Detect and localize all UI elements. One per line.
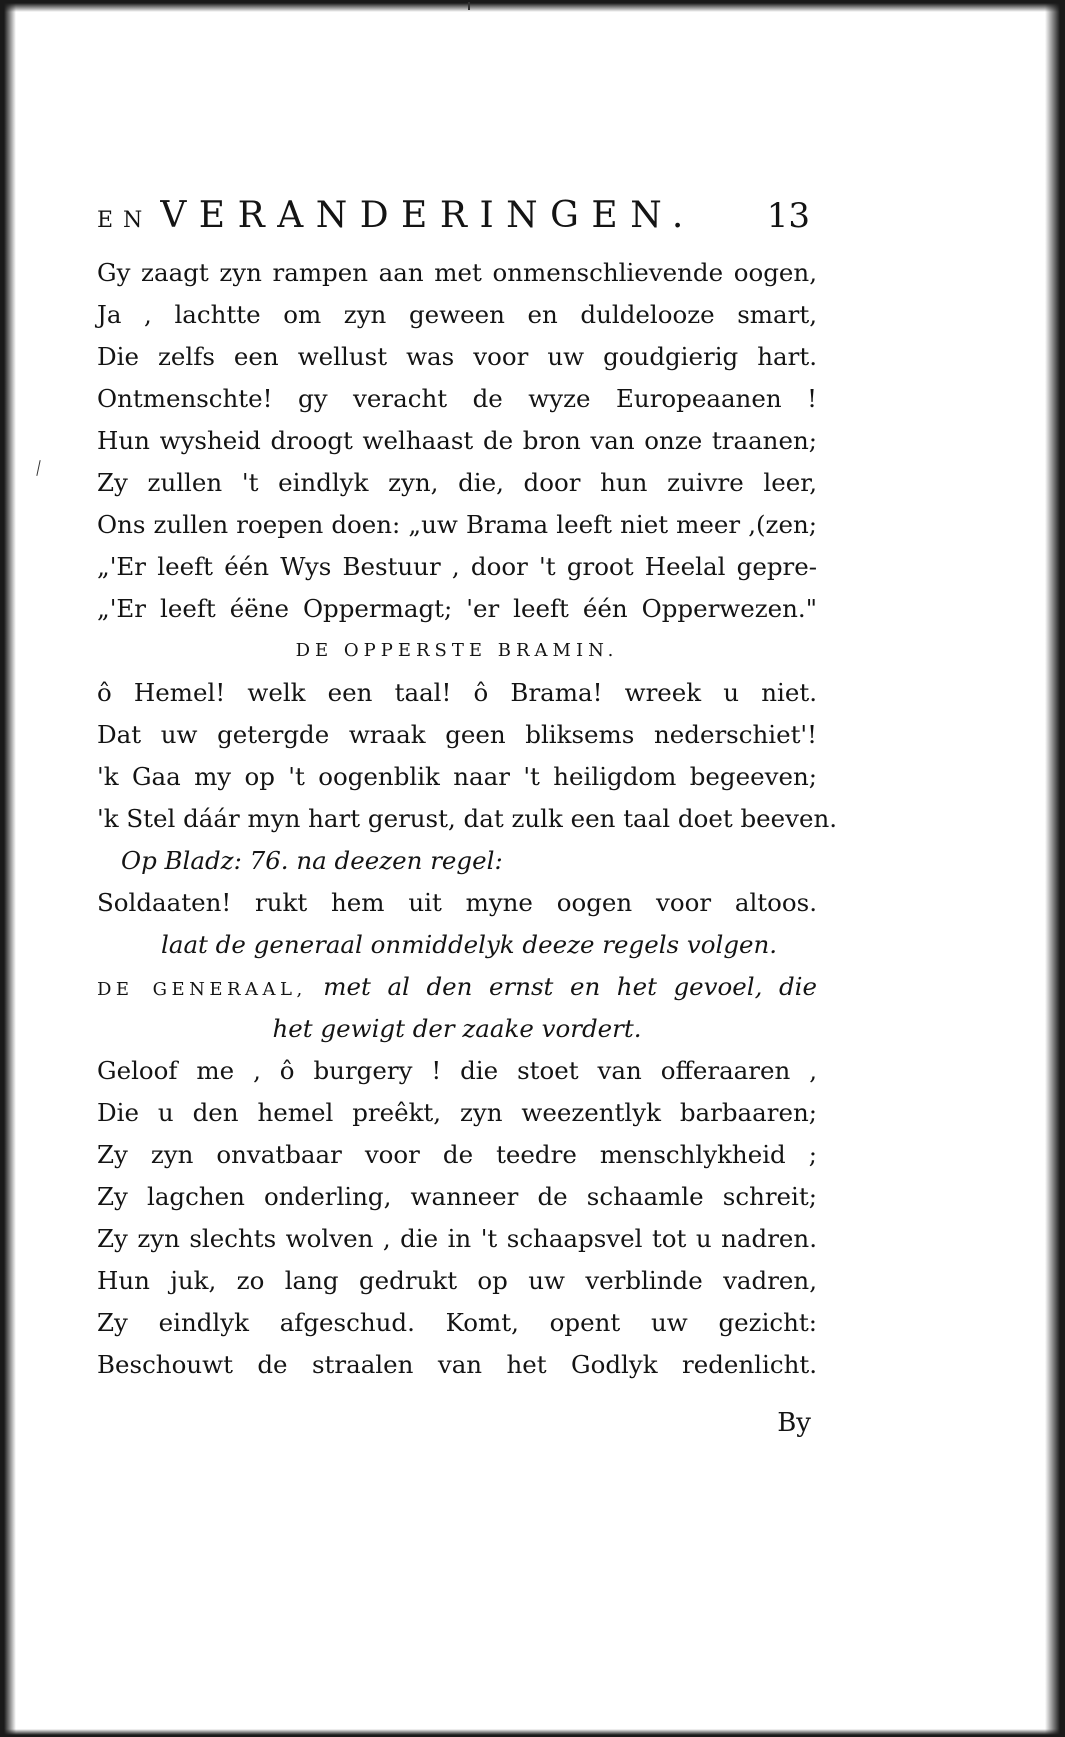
- verse-line: Hun wysheid droogt welhaast de bron van onze traanen;: [97, 426, 817, 455]
- verse-line: Ontmenschte! gy veracht de wyze Europeaanen !: [97, 384, 817, 413]
- scan-edge-bottom: [0, 1729, 1065, 1737]
- poem-text: [97, 252, 838, 1386]
- verse-line: „'Er leeft éëne Oppermagt; 'er leeft één Opperwezen.": [97, 594, 817, 623]
- catchword: By: [777, 1408, 811, 1438]
- verse-line: Zy zyn onvatbaar voor de teedre menschlykheid ;: [97, 1140, 817, 1169]
- verse-line: Zy zullen 't eindlyk zyn, die, door hun zuivre leer,: [97, 468, 817, 497]
- running-header: [97, 196, 810, 236]
- speaker-heading: DE OPPERSTE BRAMIN.: [295, 640, 619, 661]
- verse-line: Zy lagchen onderling, wanneer de schaamle schreit;: [97, 1182, 817, 1211]
- scan-edge-left: [0, 0, 16, 1737]
- running-head-prefix: EN: [97, 208, 153, 233]
- verse-line: Die zelfs een wellust was voor uw goudgierig hart.: [97, 342, 817, 371]
- page-number: 13: [766, 196, 810, 236]
- speaker-line: [97, 966, 817, 1008]
- verse-line: 'k Gaa my op 't oogenblik naar 't heiligdom begeeven;: [97, 762, 817, 791]
- verse-line: Soldaaten! rukt hem uit myne oogen voor altoos.: [97, 888, 817, 917]
- verse-line: Ons zullen roepen doen: „uw Brama leeft niet meer ,(zen;: [97, 510, 817, 539]
- verse-line: Gy zaagt zyn rampen aan met onmenschlievende oogen,: [97, 258, 817, 287]
- verse-line: ô Hemel! welk een taal! ô Brama! wreek u niet.: [97, 678, 817, 707]
- verse-line: Beschouwt de straalen van het Godlyk redenlicht.: [97, 1350, 817, 1379]
- verse-line: Hun juk, zo lang gedrukt op uw verblinde vadren,: [97, 1266, 817, 1295]
- verse-line: Zy eindlyk afgeschud. Komt, opent uw gezicht:: [97, 1308, 817, 1337]
- editorial-note: Op Bladz: 76. na deezen regel:: [121, 846, 503, 875]
- verse-line: „'Er leeft één Wys Bestuur , door 't groot Heelal gepre-: [97, 552, 817, 581]
- running-head: [97, 196, 696, 241]
- verse-line: Geloof me , ô burgery ! die stoet van offeraaren ,: [97, 1056, 817, 1085]
- stage-direction: laat de generaal onmiddelyk deeze regels volgen.: [161, 930, 778, 959]
- scan-edge-top: [0, 0, 1065, 12]
- verse-line: Die u den hemel preêkt, zyn weezentlyk barbaaren;: [97, 1098, 817, 1127]
- scan-mark: [468, 2, 470, 10]
- stage-direction-continued: het gewigt der zaake vordert.: [272, 1014, 642, 1043]
- verse-line: 'k Stel dáár myn hart gerust, dat zulk een taal doet beeven.: [97, 804, 838, 833]
- verse-line: Ja , lachtte om zyn geween en duldelooze smart,: [97, 300, 817, 329]
- stage-direction: met al den ernst en het gevoel, die: [323, 972, 817, 1001]
- running-head-title: VERANDERINGEN.: [160, 195, 696, 236]
- scan-edge-right: [1045, 0, 1065, 1737]
- verse-line: Dat uw getergde wraak geen bliksems nederschiet'!: [97, 720, 817, 749]
- margin-mark: [36, 460, 40, 476]
- verse-line: Zy zyn slechts wolven , die in 't schaapsvel tot u nadren.: [97, 1224, 817, 1253]
- speaker-name: DE GENERAAL,: [97, 979, 307, 1000]
